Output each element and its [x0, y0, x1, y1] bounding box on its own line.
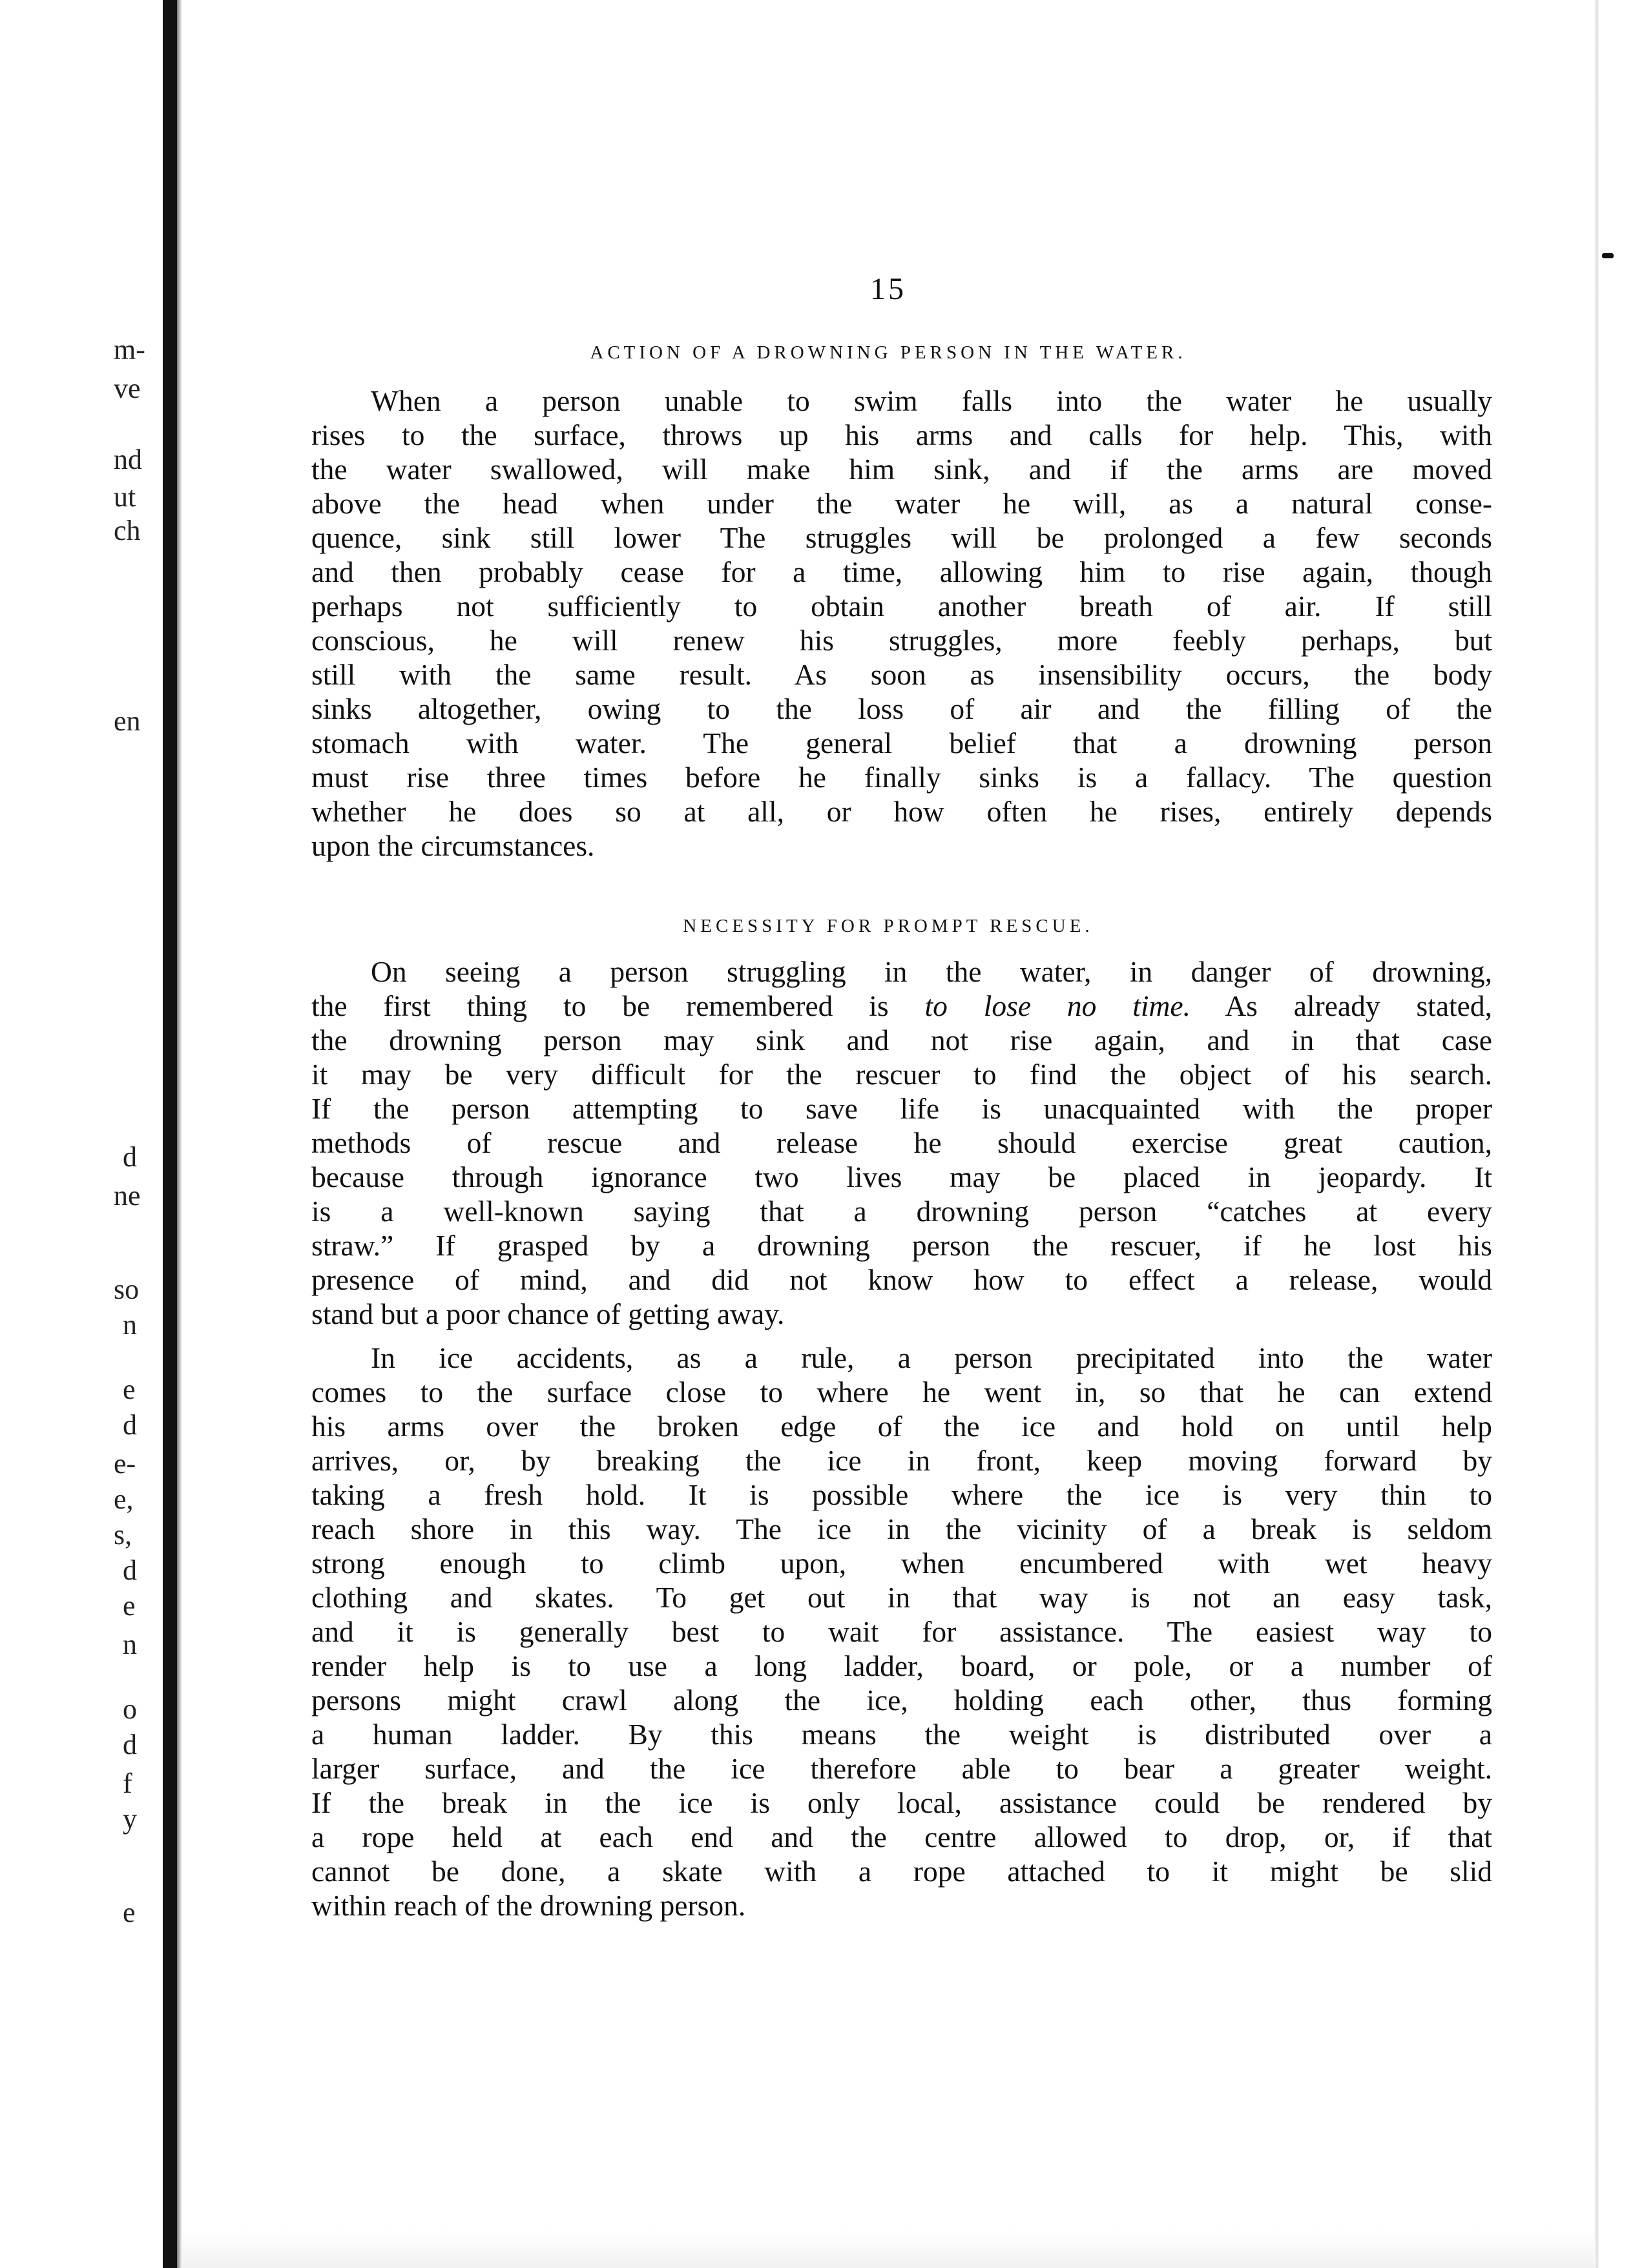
page-bottom-shading	[182, 2229, 1594, 2268]
text-line: quence, sink still lower The struggles will be prolonged a few seconds	[311, 521, 1492, 554]
text-line: sinks altogether, owing to the loss of air and the filling of the	[311, 692, 1492, 725]
facing-page-fragment: ch	[114, 515, 141, 546]
text-line: strong enough to climb upon, when encumbered with wet heavy	[311, 1547, 1492, 1580]
page-number: 15	[870, 272, 906, 306]
facing-page-fragment: o	[123, 1693, 137, 1725]
text-line: the water swallowed, will make him sink, and if the arms are moved	[311, 453, 1492, 486]
text-line: the drowning person may sink and not rise again, and in that case	[311, 1024, 1492, 1057]
gutter-shadow	[177, 0, 182, 2268]
facing-page-fragment: s,	[114, 1519, 132, 1551]
facing-page-fragment: d	[123, 1729, 137, 1760]
text-line: whether he does so at all, or how often he rises, entirely depends	[311, 795, 1492, 828]
facing-page-fragment: nd	[114, 444, 142, 475]
book-page	[182, 0, 1594, 2268]
text-line: reach shore in this way. The ice in the vicinity of a break is seldom	[311, 1512, 1492, 1545]
paragraph-ice-accidents	[311, 1341, 1492, 1923]
facing-page-edge	[0, 0, 161, 2268]
facing-page-fragment: d	[123, 1554, 137, 1586]
text-line: If the break in the ice is only local, assistance could be rendered by	[311, 1786, 1492, 1819]
text-line: it may be very difficult for the rescuer to find the object of his search.	[311, 1058, 1492, 1091]
text-line: a human ladder. By this means the weight is distributed over a	[311, 1718, 1492, 1751]
facing-page-fragment: m-	[114, 334, 145, 366]
text-line: perhaps not sufficiently to obtain another breath of air. If still	[311, 590, 1492, 623]
text-line: arrives, or, by breaking the ice in front, keep moving forward by	[311, 1444, 1492, 1477]
facing-page-fragment: en	[114, 705, 141, 737]
text-line: If the person attempting to save life is unacquainted with the proper	[311, 1092, 1492, 1125]
facing-page-fragment: so	[114, 1273, 140, 1305]
text-line: On seeing a person struggling in the water, in danger of drowning,	[371, 955, 1492, 988]
facing-page-fragment: e-	[114, 1448, 136, 1479]
text-line: must rise three times before he finally sinks is a fallacy. The question	[311, 761, 1492, 794]
facing-page-fragment: e	[123, 1590, 136, 1622]
section-heading-drowning-action: ACTION OF A DROWNING PERSON IN THE WATER.	[590, 342, 1187, 363]
paragraph-drowning-action	[311, 384, 1492, 863]
text-line: conscious, he will renew his struggles, more feebly perhaps, but	[311, 624, 1492, 657]
text-line: his arms over the broken edge of the ice and hold on until help	[311, 1410, 1492, 1443]
text-line: upon the circumstances.	[311, 829, 595, 862]
text-line: In ice accidents, as a rule, a person precipitated into the water	[371, 1341, 1492, 1374]
text-line: still with the same result. As soon as insensibility occurs, the body	[311, 658, 1492, 691]
text-line: larger surface, and the ice therefore able to bear a greater weight.	[311, 1752, 1492, 1785]
margin-mark	[1602, 253, 1614, 258]
text-line: presence of mind, and did not know how to effect a release, would	[311, 1263, 1492, 1296]
facing-page-fragment: e,	[114, 1483, 134, 1515]
text-line: is a well-known saying that a drowning person “catches at every	[311, 1195, 1492, 1228]
facing-page-fragment: e	[123, 1374, 136, 1405]
text-line: render help is to use a long ladder, board, or pole, or a number of	[311, 1649, 1492, 1682]
text-line: persons might crawl along the ice, holding each other, thus forming	[311, 1684, 1492, 1716]
text-line: methods of rescue and release he should exercise great caution,	[311, 1126, 1492, 1159]
text-line: stand but a poor chance of getting away.	[311, 1297, 785, 1330]
facing-page-fragment: ve	[114, 373, 141, 404]
page-right-edge	[1594, 0, 1633, 2268]
text-line: and then probably cease for a time, allowing him to rise again, though	[311, 555, 1492, 588]
text-line: a rope held at each end and the centre allowed to drop, or, if that	[311, 1820, 1492, 1853]
facing-page-fragment: n	[123, 1629, 137, 1660]
text-line: and it is generally best to wait for assistance. The easiest way to	[311, 1615, 1492, 1648]
text-line: taking a fresh hold. It is possible where the ice is very thin to	[311, 1478, 1492, 1511]
text-line: the first thing to be remembered is to lose no time. As already stated,	[311, 989, 1492, 1022]
facing-page-fragment: d	[123, 1409, 137, 1441]
text-line: straw.” If grasped by a drowning person the rescuer, if he lost his	[311, 1229, 1492, 1262]
text-line: clothing and skates. To get out in that way is not an easy task,	[311, 1581, 1492, 1614]
facing-page-fragment: f	[123, 1768, 132, 1799]
facing-page-fragment: y	[123, 1803, 137, 1835]
paragraph-prompt-rescue	[311, 954, 1492, 1331]
facing-page-fragment: d	[123, 1141, 137, 1173]
facing-page-fragment: ne	[114, 1180, 141, 1211]
text-line: above the head when under the water he will, as a natural conse-	[311, 487, 1492, 520]
text-line: comes to the surface close to where he went in, so that he can extend	[311, 1376, 1492, 1408]
facing-page-fragment: ut	[114, 481, 136, 513]
facing-page-fragment: n	[123, 1309, 137, 1341]
text-line: stomach with water. The general belief that a drowning person	[311, 727, 1492, 759]
facing-page-fragment: e	[123, 1897, 136, 1928]
text-line: When a person unable to swim falls into the water he usually	[371, 384, 1492, 417]
section-heading-prompt-rescue: NECESSITY FOR PROMPT RESCUE.	[683, 916, 1094, 936]
text-line: within reach of the drowning person.	[311, 1889, 746, 1922]
text-line: cannot be done, a skate with a rope attached to it might be slid	[311, 1855, 1492, 1888]
text-line: because through ignorance two lives may be placed in jeopardy. It	[311, 1160, 1492, 1193]
text-line: rises to the surface, throws up his arms and calls for help. This, with	[311, 418, 1492, 451]
book-gutter	[163, 0, 177, 2268]
